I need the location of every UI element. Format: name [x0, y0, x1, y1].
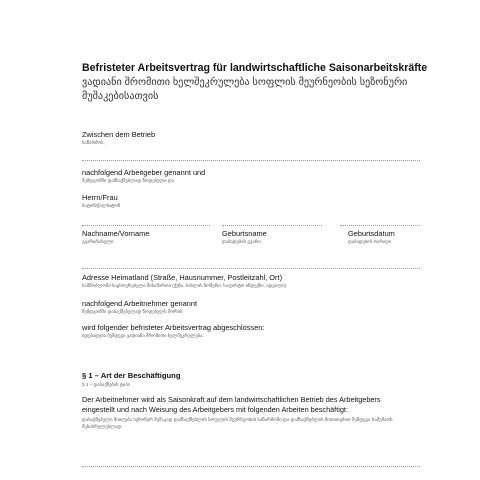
contract-intro: wird folgender befristeter Arbeitsvertrag abgeschlossen: — [82, 323, 265, 332]
name-input-line[interactable] — [82, 225, 210, 226]
employee-label-georgian: შემდგომში დასაქმებულად წოდებულს შორის — [82, 309, 183, 314]
name-label: Nachname/Vorname — [82, 229, 150, 238]
birthname-label: Geburtsname — [222, 229, 267, 238]
address-input-line[interactable] — [82, 268, 420, 269]
section-1-title-georgian: § 1 – დასაქმების ტიპი — [82, 382, 130, 387]
address-label: Adresse Heimatland (Straße, Hausnummer, Postleitzahl, Ort) — [82, 273, 283, 282]
birthdate-label-georgian: დაბადების თარიღი — [348, 239, 392, 244]
salutation-label: Herrn/Frau — [82, 193, 118, 202]
employee-label: nachfolgend Arbeitnehmer genannt — [82, 299, 198, 308]
address-label-georgian: სამშობლოში საცხოვრებელი მისამართი (ქუჩა, სახლის ნომერი, საფოსტო ინდექსი, ადგილი) — [82, 283, 287, 288]
birthname-label-georgian: დაბადების გვარი — [222, 239, 261, 244]
birthdate-label: Geburtsdatum — [348, 229, 395, 238]
salutation-label-georgian: ბატონ/ქალბატონ — [82, 203, 121, 208]
company-input-line[interactable] — [82, 160, 420, 161]
employer-label-georgian: შემდგომში დამსაქმებლად წოდებული და — [82, 178, 175, 183]
birthname-input-line[interactable] — [222, 225, 322, 226]
work-description-input-line[interactable] — [82, 466, 420, 467]
section-1-body: Der Arbeitnehmer wird als Saisonkraft auf dem landwirtschaftlichen Betrieb des Arbeitgebers eingestellt und nach Weisung des Arbeitgebers mit folgenden Arbeiten beschäftigt: — [82, 395, 381, 414]
document-title: Befristeter Arbeitsvertrag für landwirtschaftliche Saisonarbeitskräfte — [82, 62, 428, 74]
contract-intro-georgian: იდებადება შემდეგი ვადიანი შრომითი ხელშეკრულება: — [82, 333, 204, 338]
birthdate-input-line[interactable] — [340, 225, 420, 226]
employer-label: nachfolgend Arbeitgeber genannt und — [82, 168, 206, 177]
document-title-georgian: ვადიანი შრომითი ხელშეკრულება სოფლის მეურნეობის სეზონური მუშაკებისათვის — [82, 77, 408, 102]
between-label-georgian: საწარმოს, — [82, 140, 105, 145]
name-label-georgian: გვარი/სახელი — [82, 239, 114, 244]
section-1-body-georgian: დასაქმებული მიიღება სეზონურ მუშაკად დამსაქმებლის სოფლის მეურნეობის საწარმოში და დამსაქმებლის მითითებით შემდეგი სამუშაოს შესასრულებლად: — [82, 417, 393, 429]
between-label: Zwischen dem Betrieb — [82, 130, 156, 139]
section-1-title: § 1 – Art der Beschäftigung — [82, 371, 181, 380]
